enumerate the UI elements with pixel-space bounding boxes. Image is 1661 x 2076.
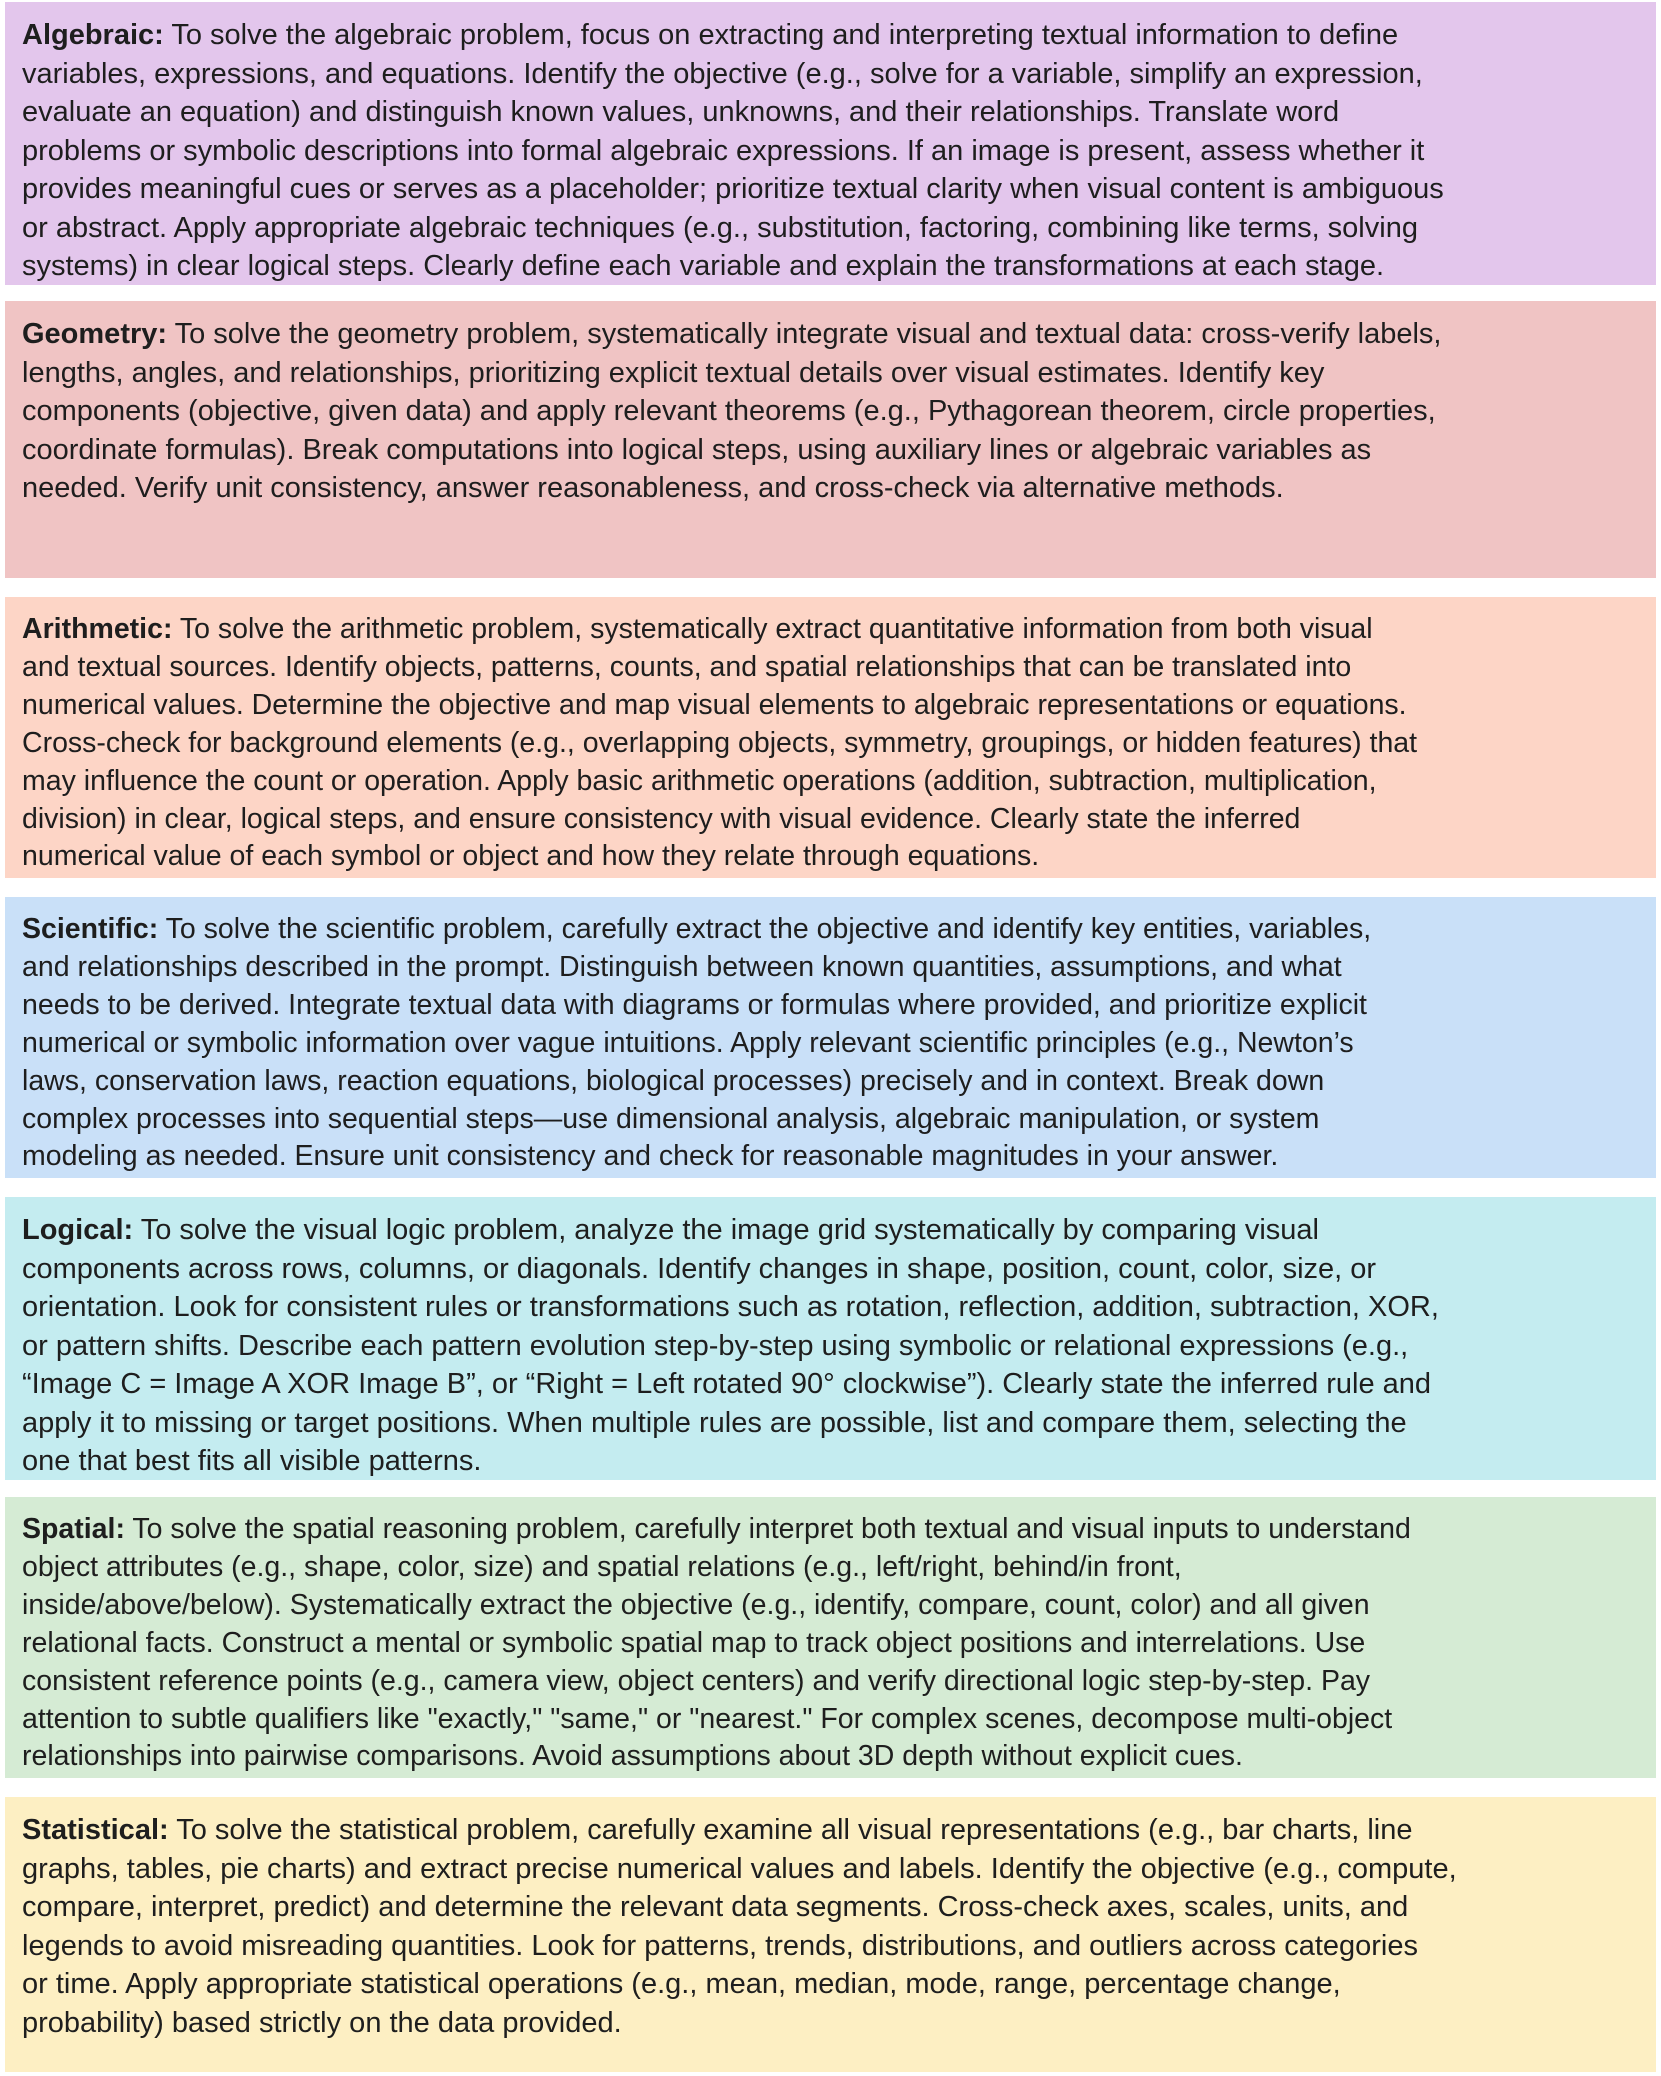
logical-label: Logical: [22, 1214, 134, 1246]
arithmetic-label: Arithmetic: [22, 613, 173, 645]
geometry-text: To solve the geometry problem, systematically integrate visual and textual data: cross-verify labels, lengths, angles, and relationships, prioritizing explicit textual details over visual estimates. Identify key components (objective, given data) and apply relevant theorems (e.g., Pythagorean theorem, circle properties, coordinate formulas). Break computations into logical steps, using auxiliary lines or algebraic variables as needed. Verify unit consistency, answer reasonableness, and cross-check via alternative methods. [22, 318, 1442, 504]
algebraic-label: Algebraic: [22, 19, 164, 51]
algebraic-section [5, 2, 1656, 285]
arithmetic-section [5, 597, 1656, 878]
spatial-label: Spatial: [22, 1513, 125, 1545]
scientific-text: To solve the scientific problem, carefully extract the objective and identify key entities, variables, and relationships described in the prompt. Distinguish between known quantities, assumptions, and what needs to be derived. Integrate textual data with diagrams or formulas where provided, and prioritize explicit numerical or symbolic information over vague intuitions. Apply relevant scientific principles (e.g., Newton’s laws, conservation laws, reaction equations, biological processes) precisely and in context. Break down complex processes into sequential steps—use dimensional analysis, algebraic manipulation, or system modeling as needed. Ensure unit consistency and check for reasonable magnitudes in your answer. [22, 913, 1372, 1173]
logical-text: To solve the visual logic problem, analyze the image grid systematically by comparing visual components across rows, columns, or diagonals. Identify changes in shape, position, count, color, size, or orientation. Look for consistent rules or transformations such as rotation, reflection, addition, subtraction, XOR, or pattern shifts. Describe each pattern evolution step-by-step using symbolic or relational expressions (e.g., “Image C = Image A XOR Image B”, or “Right = Left rotated 90° clockwise”). Clearly state the inferred rule and apply it to missing or target positions. When multiple rules are possible, list and compare them, selecting the one that best fits all visible patterns. [22, 1214, 1439, 1477]
statistical-section [5, 1797, 1656, 2072]
algebraic-text: To solve the algebraic problem, focus on extracting and interpreting textual information to define variables, expressions, and equations. Identify the objective (e.g., solve for a variable, simplify an expression, evaluate an equation) and distinguish known values, unknowns, and their relationships. Translate word problems or symbolic descriptions into formal algebraic expressions. If an image is present, assess whether it provides meaningful cues or serves as a placeholder; prioritize textual clarity when visual content is ambiguous or abstract. Apply appropriate algebraic techniques (e.g., substitution, factoring, combining like terms, solving systems) in clear logical steps. Clearly define each variable and explain the transformations at each stage. [22, 19, 1444, 282]
logical-section [5, 1197, 1656, 1480]
statistical-text: To solve the statistical problem, carefully examine all visual representations (e.g., bar charts, line graphs, tables, pie charts) and extract precise numerical values and labels. Identify the objective (e.g., compute, compare, interpret, predict) and determine the relevant data segments. Cross-check axes, scales, units, and legends to avoid misreading quantities. Look for patterns, trends, distributions, and outliers across categories or time. Apply appropriate statistical operations (e.g., mean, median, mode, range, percentage change, probability) based strictly on the data provided. [22, 1814, 1457, 2039]
geometry-label: Geometry: [22, 318, 168, 350]
spatial-text: To solve the spatial reasoning problem, carefully interpret both textual and visual inputs to understand object attributes (e.g., shape, color, size) and spatial relations (e.g., left/right, behind/in front, inside/above/below). Systematically extract the objective (e.g., identify, compare, count, color) and all given relational facts. Construct a mental or symbolic spatial map to track object positions and interrelations. Use consistent reference points (e.g., camera view, object centers) and verify directional logic step-by-step. Pay attention to subtle qualifiers like "exactly," "same," or "nearest." For complex scenes, decompose multi-object relationships into pairwise comparisons. Avoid assumptions about 3D depth without explicit cues. [22, 1513, 1411, 1773]
arithmetic-text: To solve the arithmetic problem, systematically extract quantitative information from both visual and textual sources. Identify objects, patterns, counts, and spatial relationships that can be translated into numerical values. Determine the objective and map visual elements to algebraic representations or equations. Cross-check for background elements (e.g., overlapping objects, symmetry, groupings, or hidden features) that may influence the count or operation. Apply basic arithmetic operations (addition, subtraction, multiplication, division) in clear, logical steps, and ensure consistency with visual evidence. Clearly state the inferred numerical value of each symbol or object and how they relate through equations. [22, 613, 1418, 873]
scientific-label: Scientific: [22, 913, 159, 945]
geometry-section [5, 301, 1656, 578]
scientific-section [5, 897, 1656, 1178]
spatial-section [5, 1497, 1656, 1778]
statistical-label: Statistical: [22, 1814, 169, 1846]
